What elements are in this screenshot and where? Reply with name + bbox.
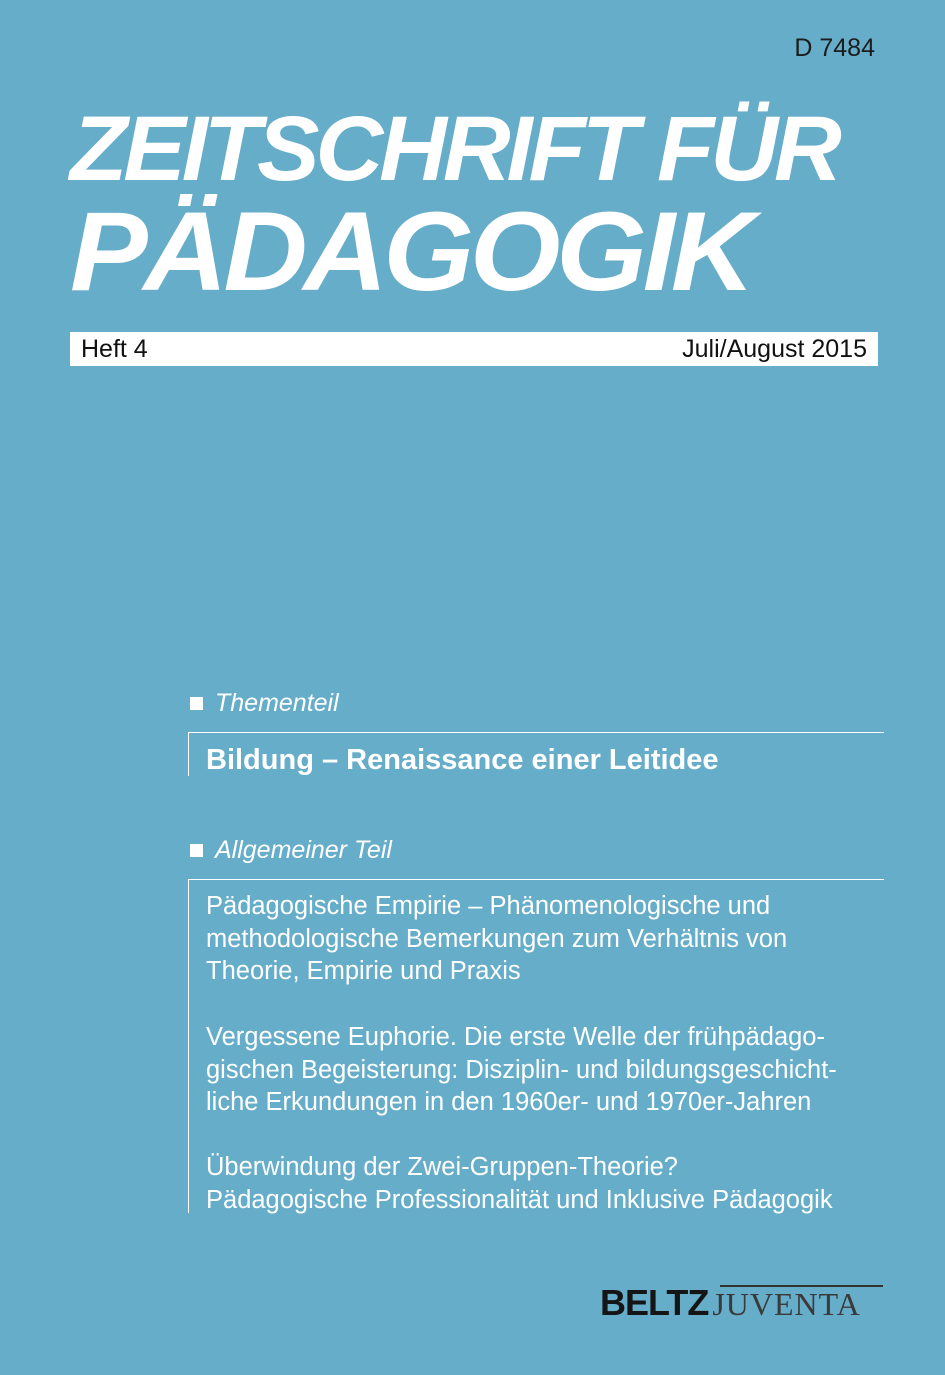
journal-title-line1: ZEITSCHRIFT FÜR xyxy=(70,98,838,200)
section-thementeil xyxy=(190,689,339,718)
article-line: Theorie, Empirie und Praxis xyxy=(206,957,521,985)
article-line: gischen Begeisterung: Disziplin- und bildungsgeschicht- xyxy=(206,1055,837,1084)
publisher-beltz: BELTZ xyxy=(600,1282,709,1323)
section-allgemeiner-label: Allgemeiner Teil xyxy=(215,836,392,864)
article-line: Pädagogische Empirie – Phänomenologische und xyxy=(206,892,771,920)
issue-bar xyxy=(70,332,878,366)
article-line: Überwindung der Zwei-Gruppen-Theorie? xyxy=(206,1153,678,1181)
section-allgemeiner-teil xyxy=(190,836,392,865)
issue-number: Heft 4 xyxy=(81,334,148,363)
article-entry xyxy=(206,1151,833,1216)
issue-date: Juli/August 2015 xyxy=(682,334,867,363)
article-line: Pädagogische Professionalität und Inklusive Pädagogik xyxy=(206,1185,833,1214)
journal-title-line2: PÄDAGOGIK xyxy=(70,189,751,314)
article-line: methodologische Bemerkungen zum Verhältnis von xyxy=(206,924,788,953)
theme-title: Bildung – Renaissance einer Leitidee xyxy=(206,744,719,776)
section-thementeil-label: Thementeil xyxy=(215,689,339,717)
catalog-code: D 7484 xyxy=(794,34,875,62)
bullet-square-icon xyxy=(190,697,203,710)
publisher-logo xyxy=(600,1282,861,1324)
article-line: Vergessene Euphorie. Die erste Welle der frühpädago- xyxy=(206,1023,825,1051)
bullet-square-icon xyxy=(190,844,203,857)
publisher-juventa: JUVENTA xyxy=(712,1286,861,1322)
article-line: liche Erkundungen in den 1960er- und 1970er-Jahren xyxy=(206,1088,812,1116)
article-entry xyxy=(206,890,787,988)
article-entry xyxy=(206,1021,837,1119)
